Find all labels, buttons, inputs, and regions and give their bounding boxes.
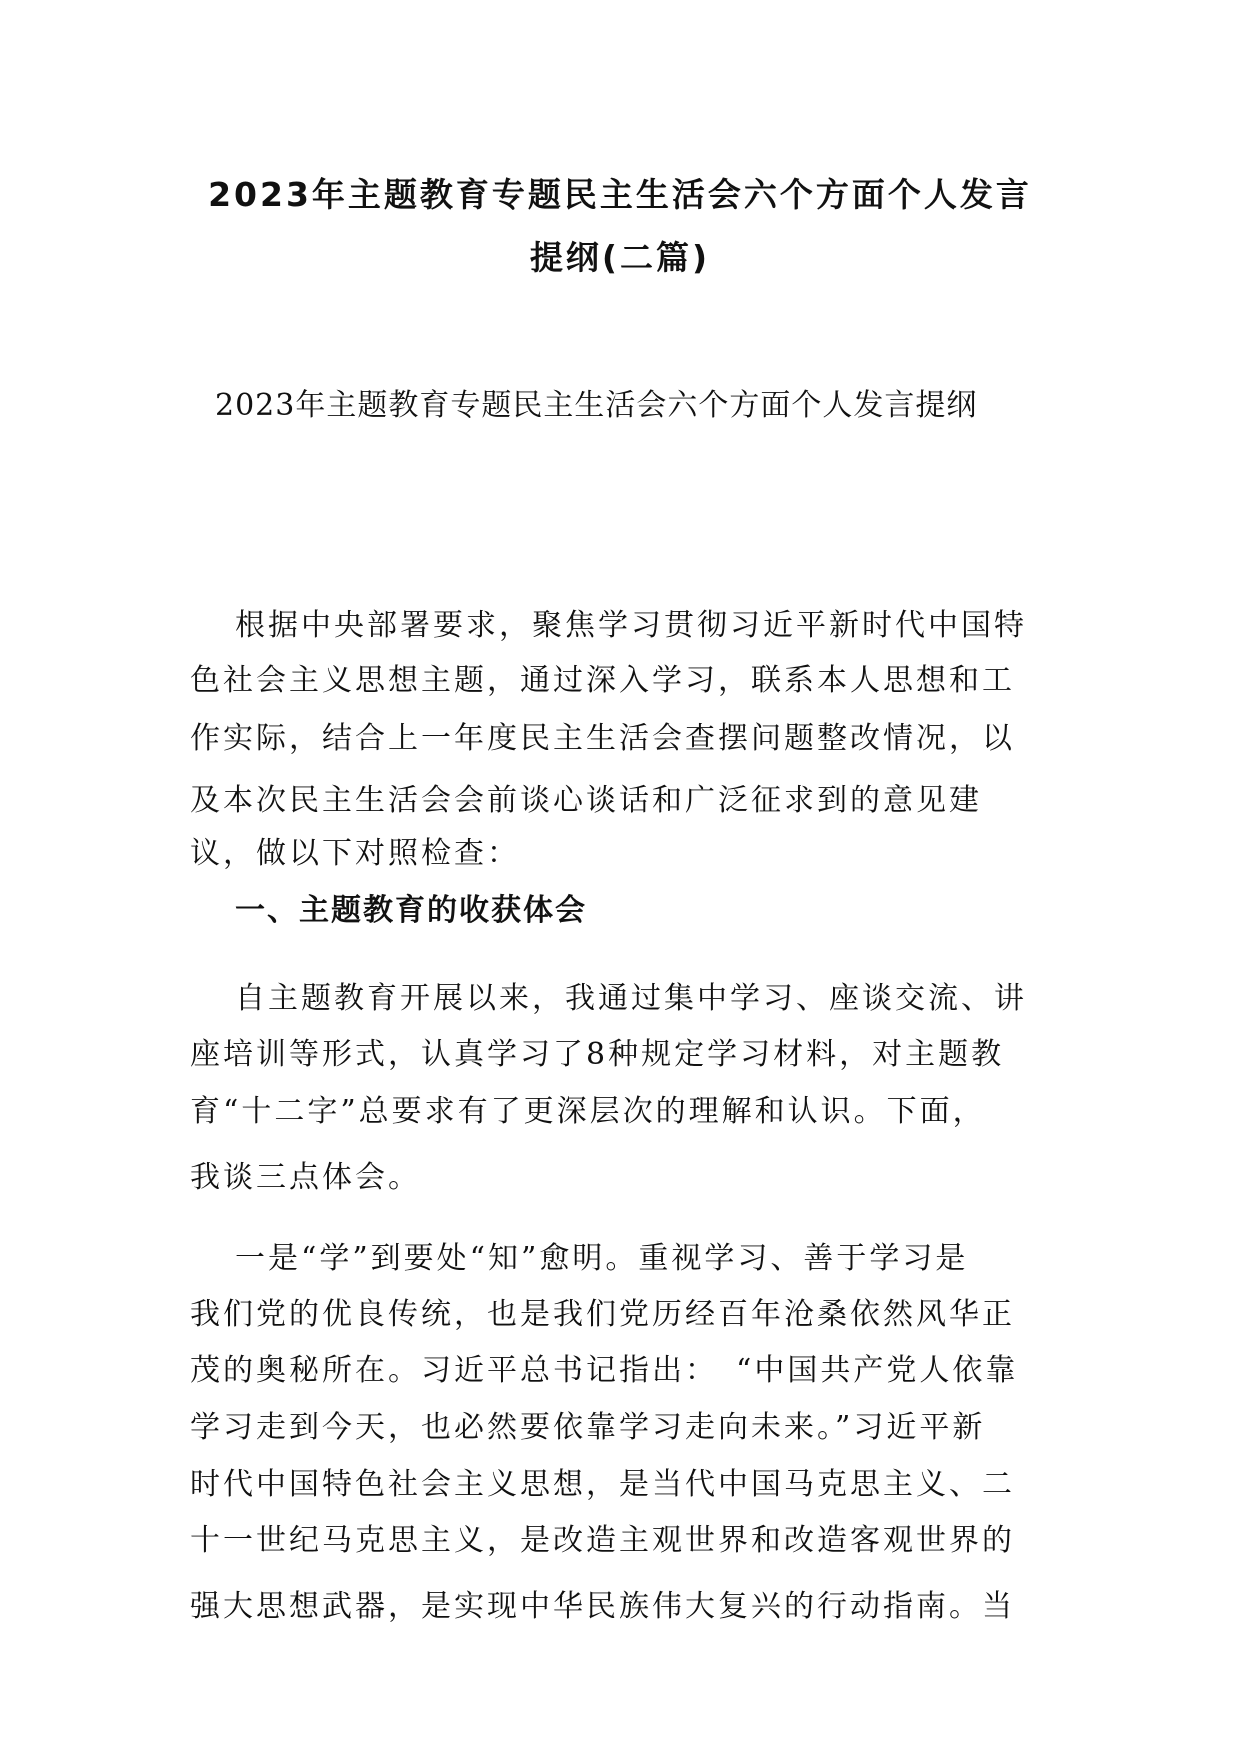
document-title-line-2: 提纲(二篇): [529, 238, 711, 277]
paragraph-line: 十一世纪马克思主义，是改造主观世界和改造客观世界的: [190, 1523, 1015, 1558]
paragraph-line: 色社会主义思想主题，通过深入学习，联系本人思想和工: [190, 663, 1015, 698]
document-subtitle: 2023年主题教育专题民主生活会六个方面个人发言提纲: [215, 388, 978, 423]
paragraph-line: 一是“学”到要处“知”愈明。重视学习、善于学习是: [235, 1241, 969, 1276]
paragraph-line: 及本次民主生活会会前谈心谈话和广泛征求到的意见建: [190, 783, 982, 818]
paragraph-line: 自主题教育开展以来，我通过集中学习、座谈交流、讲: [235, 981, 1027, 1016]
section-heading: 一、主题教育的收获体会: [235, 893, 587, 928]
paragraph-line: 时代中国特色社会主义思想，是当代中国马克思主义、二: [190, 1467, 1015, 1502]
paragraph-line: 作实际，结合上一年度民主生活会查摆问题整改情况，以: [190, 721, 1015, 756]
paragraph-line: 座培训等形式，认真学习了8种规定学习材料，对主题教: [190, 1037, 1005, 1072]
paragraph-line: 茂的奥秘所在。习近平总书记指出： “中国共产党人依靠: [190, 1353, 1019, 1388]
paragraph-line: 强大思想武器，是实现中华民族伟大复兴的行动指南。当: [190, 1589, 1015, 1624]
paragraph-line: 根据中央部署要求，聚焦学习贯彻习近平新时代中国特: [235, 608, 1027, 643]
paragraph-line: 育“十二字”总要求有了更深层次的理解和认识。下面，: [190, 1094, 986, 1129]
paragraph-line: 我谈三点体会。: [190, 1160, 421, 1195]
document-title-line-1: 2023年主题教育专题民主生活会六个方面个人发言: [208, 175, 1032, 214]
paragraph-line: 我们党的优良传统，也是我们党历经百年沧桑依然风华正: [190, 1297, 1015, 1332]
paragraph-line: 议，做以下对照检查：: [190, 836, 520, 871]
paragraph-line: 学习走到今天，也必然要依靠学习走向未来。”习近平新: [190, 1410, 986, 1445]
